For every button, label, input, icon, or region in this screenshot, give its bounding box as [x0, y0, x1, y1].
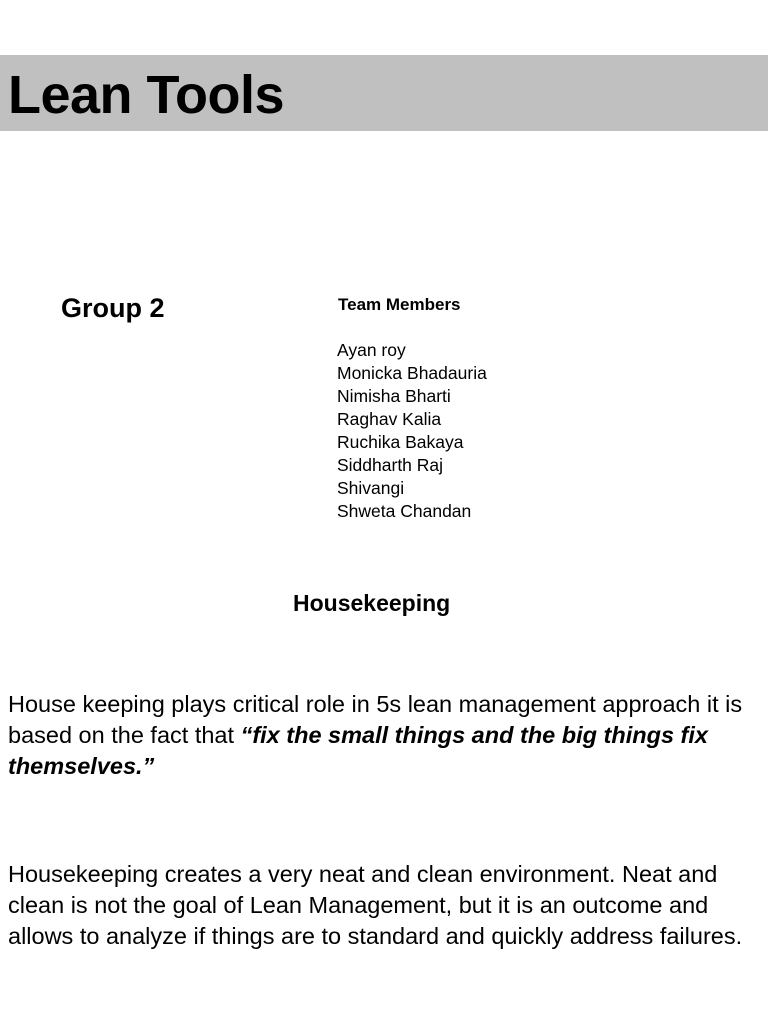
team-member: Ayan roy — [337, 340, 406, 360]
paragraph-text: House keeping plays critical role in 5s lean management approach it is based on the fact that — [8, 691, 743, 748]
paragraph-quote: “fix the small things and the big things fix themselves.” — [8, 722, 708, 779]
team-member: Shivangi — [337, 478, 405, 498]
team-member: Siddharth Raj — [337, 455, 444, 475]
paragraph-housekeeping-benefits: Housekeeping creates a very neat and clean environment. Neat and clean is not the goal of Lean Management, but it is an outcome and allows to analyze if things are to standard and quickly address failures. — [8, 861, 743, 949]
team-member: Nimisha Bharti — [337, 386, 451, 406]
page-title: Lean Tools — [8, 65, 285, 125]
team-members-heading: Team Members — [338, 295, 461, 314]
section-heading-housekeeping: Housekeeping — [293, 590, 451, 616]
team-member: Ruchika Bakaya — [337, 432, 464, 452]
group-label: Group 2 — [61, 293, 165, 323]
team-member: Raghav Kalia — [337, 409, 442, 429]
paragraph-housekeeping-intro — [8, 689, 760, 782]
team-member-list — [337, 339, 487, 523]
team-member: Shweta Chandan — [337, 501, 472, 521]
team-member: Monicka Bhadauria — [337, 363, 487, 383]
